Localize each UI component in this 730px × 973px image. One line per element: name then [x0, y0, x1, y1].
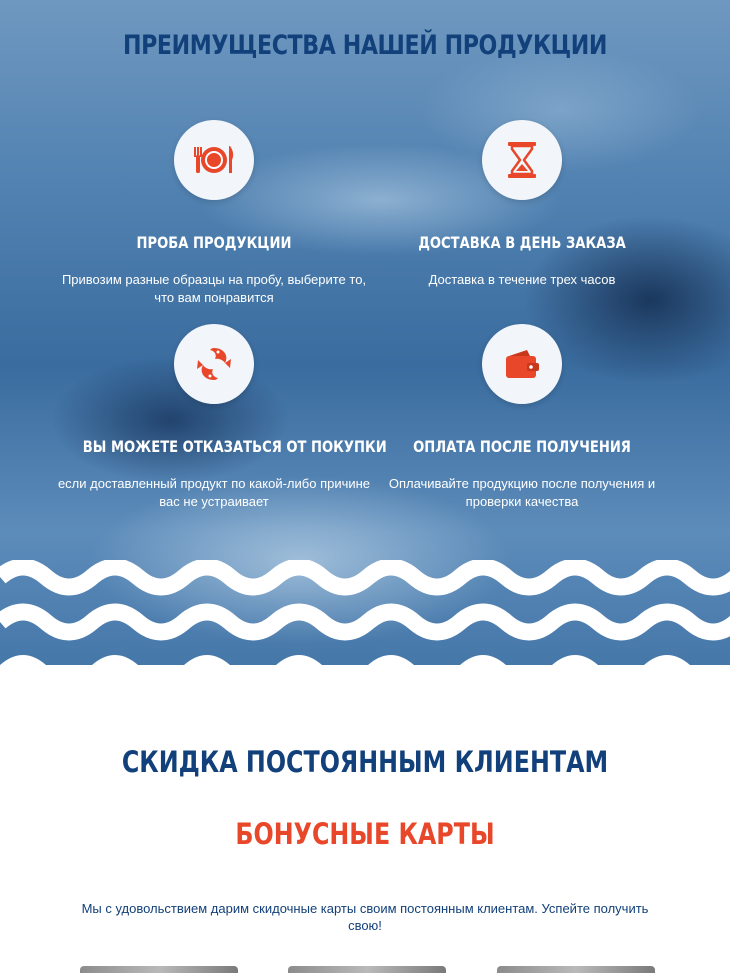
wallet-icon — [503, 348, 541, 380]
wave-divider — [0, 560, 730, 665]
discount-title: СКИДКА ПОСТОЯННЫМ КЛИЕНТАМ — [121, 745, 609, 779]
feature-pay-on-delivery — [362, 324, 682, 511]
feature-icon-circle — [482, 120, 562, 200]
feature-title: ВЫ МОЖЕТЕ ОТКАЗАТЬСЯ ОТ ПОКУПКИ — [82, 437, 387, 456]
two-fish-icon — [194, 344, 234, 384]
feature-sampling — [54, 120, 374, 307]
advantages-title: ПРЕИМУЩЕСТВА НАШЕЙ ПРОДУКЦИИ — [122, 30, 608, 61]
bonus-cards-title: БОНУСНЫЕ КАРТЫ — [235, 817, 495, 851]
plate-fork-knife-icon — [191, 143, 237, 177]
bonus-cards-description: Мы с удовольствием дарим скидочные карты своим постоянным клиентам. Успейте получить свою! — [81, 901, 649, 933]
feature-text: Привозим разные образцы на пробу, выберите то, что вам понравится — [61, 272, 367, 305]
feature-title: ДОСТАВКА В ДЕНЬ ЗАКАЗА — [418, 233, 626, 252]
feature-text: если доставленный продукт по какой-либо причине вас не устраивает — [57, 476, 371, 509]
feature-icon-circle — [174, 120, 254, 200]
feature-same-day-delivery — [362, 120, 682, 289]
hourglass-icon — [505, 140, 539, 180]
feature-title: ОПЛАТА ПОСЛЕ ПОЛУЧЕНИЯ — [413, 437, 631, 456]
feature-refuse-purchase — [54, 324, 387, 511]
bonus-card-image[interactable] — [497, 966, 655, 973]
feature-text: Оплачивайте продукцию после получения и проверки качества — [388, 476, 656, 509]
feature-icon-circle — [174, 324, 254, 404]
bonus-card-image[interactable] — [80, 966, 238, 973]
feature-title: ПРОБА ПРОДУКЦИИ — [136, 233, 292, 252]
feature-text: Доставка в течение трех часов — [428, 272, 616, 287]
feature-icon-circle — [482, 324, 562, 404]
bonus-card-image[interactable] — [288, 966, 446, 973]
